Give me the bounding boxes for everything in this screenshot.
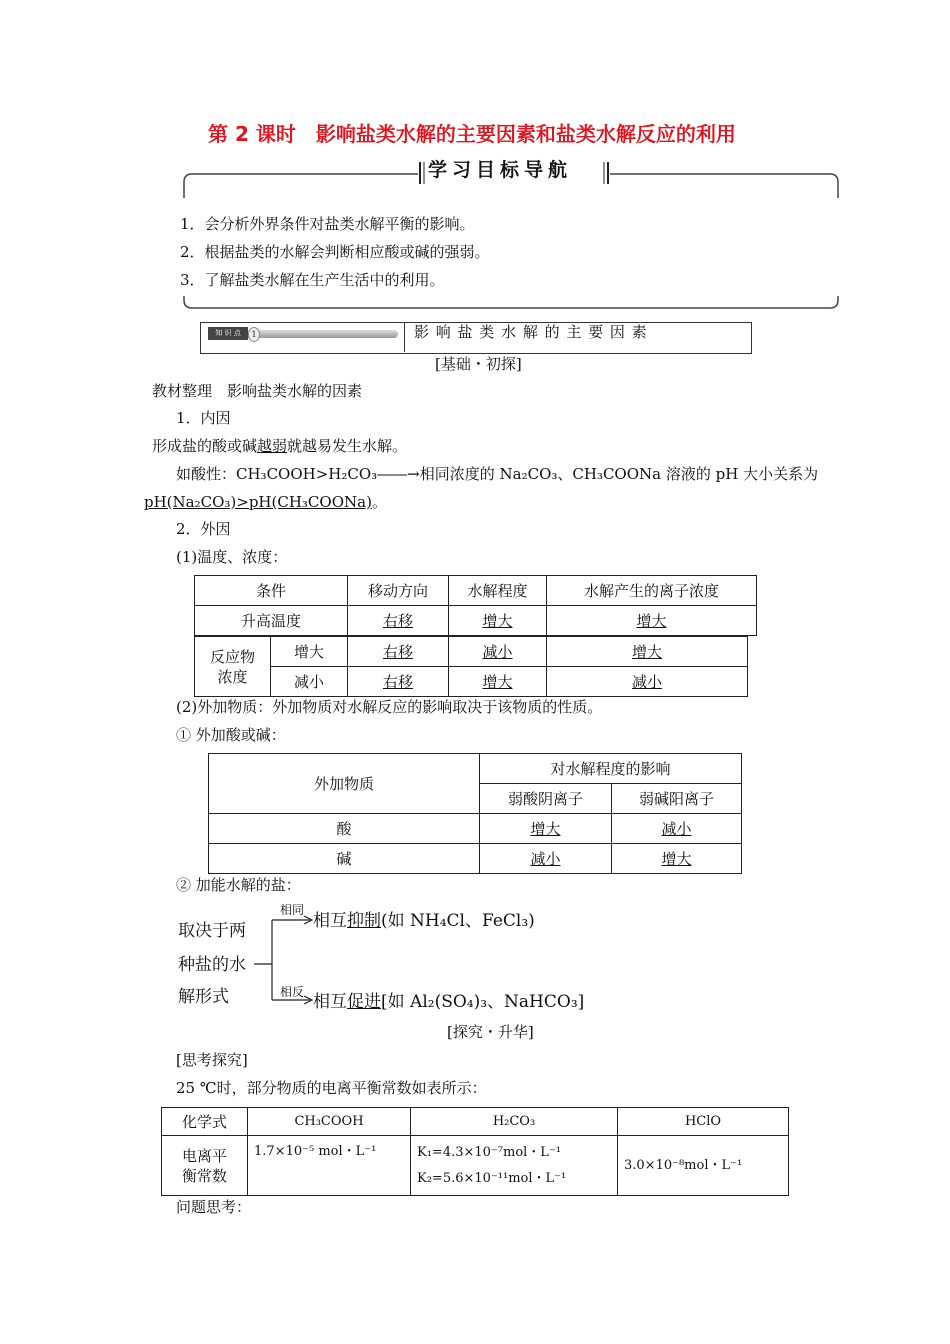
page-title: 第 2 课时 影响盐类水解的主要因素和盐类水解反应的利用 — [208, 122, 736, 146]
external-heading: 2．外因 — [176, 520, 231, 538]
th-degree: 水解程度 — [449, 576, 547, 606]
goal-3: 3．了解盐类水解在生产生活中的利用。 — [180, 271, 445, 289]
diagram-left-1: 取决于两 — [178, 921, 246, 941]
example-line: 如酸性：CH₃COOH>H₂CO₃――→相同浓度的 Na₂CO₃、CH₃COONa 溶液的 pH 大小关系为 — [176, 465, 819, 483]
internal-heading: 1．内因 — [176, 409, 231, 427]
row-temp-label: 升高温度 — [195, 606, 348, 636]
row-acid-anion: 增大 — [530, 819, 561, 838]
intro-text: 25 ℃时，部分物质的电离平衡常数如表所示： — [176, 1079, 487, 1097]
constant-table — [161, 1107, 789, 1196]
constant-label: 电离平 衡常数 — [162, 1136, 248, 1196]
knowledge-divider — [404, 322, 405, 352]
knowledge-heading: 影 响 盐 类 水 解 的 主 要 因 素 — [414, 323, 648, 341]
row-dec-degree: 增大 — [482, 672, 513, 691]
row-inc-conc: 增大 — [631, 642, 662, 661]
th-hclo: HClO — [618, 1108, 789, 1136]
internal-key: 越弱 — [257, 437, 288, 455]
th-weak-base-cation: 弱碱阳离子 — [612, 784, 742, 814]
example-answer-line: pH(Na₂CO₃)>pH(CH₃COONa)。 — [144, 493, 387, 511]
h2co3-k2: K₂=5.6×10⁻¹¹mol・L⁻¹ — [417, 1170, 567, 1186]
goal-2: 2．根据盐类的水解会判断相应酸或碱的强弱。 — [180, 243, 490, 261]
knowledge-badge: 知 识 点 — [208, 327, 248, 340]
goal-1: 1．会分析外界条件对盐类水解平衡的影响。 — [180, 215, 475, 233]
internal-text: 形成盐的酸或碱越弱就越易发生水解。 — [152, 437, 408, 455]
th-ion-conc: 水解产生的离子浓度 — [547, 576, 757, 606]
row-dec-label: 减小 — [271, 667, 348, 697]
think-heading: [思考探究] — [176, 1051, 248, 1069]
th-direction: 移动方向 — [348, 576, 449, 606]
knowledge-tag: [基础・初探] — [435, 355, 522, 373]
row-dec-direction: 右移 — [382, 672, 413, 691]
th-weak-acid-anion: 弱酸阴离子 — [480, 784, 612, 814]
promote-key: 促进 — [347, 992, 381, 1012]
row-inc-degree: 减小 — [482, 642, 513, 661]
diagram-inhibit: 相互抑制(如 NH₄Cl、FeCl₃) — [313, 911, 535, 931]
h2co3-values — [411, 1136, 618, 1196]
row-temp-direction: 右移 — [382, 611, 413, 630]
knowledge-number: 1 — [248, 327, 260, 342]
row-base-label: 碱 — [209, 844, 480, 874]
row-inc-direction: 右移 — [382, 642, 413, 661]
diagram-left-3: 解形式 — [178, 987, 229, 1007]
conc-label: 反应物 浓度 — [195, 637, 271, 697]
hclo-value: 3.0×10⁻⁸mol・L⁻¹ — [618, 1136, 789, 1196]
explore-tag: [探究・升华] — [447, 1023, 534, 1041]
organize-heading: 教材整理 影响盐类水解的因素 — [152, 382, 363, 400]
th-h2co3: H₂CO₃ — [411, 1108, 618, 1136]
concentration-table — [194, 636, 748, 697]
temp-heading: (1)温度、浓度： — [176, 548, 288, 566]
row-acid-cation: 减小 — [661, 819, 692, 838]
nav-banner: 学习目标导航 — [428, 159, 573, 181]
diagram-left-2: 种盐的水 — [178, 955, 246, 975]
salt-heading: ② 加能水解的盐： — [176, 876, 301, 894]
condition-table — [194, 575, 757, 636]
ch3cooh-value: 1.7×10⁻⁵ mol・L⁻¹ — [248, 1136, 411, 1196]
example-answer: pH(Na₂CO₃)>pH(CH₃COONa) — [144, 493, 372, 511]
additive-table — [208, 753, 742, 874]
th-additive: 外加物质 — [209, 754, 480, 814]
row-dec-conc: 减小 — [631, 672, 662, 691]
row-base-anion: 减小 — [530, 849, 561, 868]
row-base-cation: 增大 — [661, 849, 692, 868]
h2co3-k1: K₁=4.3×10⁻⁷mol・L⁻¹ — [417, 1144, 562, 1160]
row-acid-label: 酸 — [209, 814, 480, 844]
inhibit-key: 抑制 — [347, 911, 381, 931]
th-condition: 条件 — [195, 576, 348, 606]
additives-heading: (2)外加物质：外加物质对水解反应的影响取决于该物质的性质。 — [176, 698, 603, 716]
th-ch3cooh: CH₃COOH — [248, 1108, 411, 1136]
diagram-same: 相同 — [280, 903, 305, 917]
row-inc-label: 增大 — [271, 637, 348, 667]
row-temp-degree: 增大 — [482, 611, 513, 630]
diagram-opposite: 相反 — [280, 985, 305, 999]
th-formula: 化学式 — [162, 1108, 248, 1136]
question-heading: 问题思考： — [176, 1198, 252, 1216]
acid-base-heading: ① 外加酸或碱： — [176, 726, 286, 744]
row-temp-conc: 增大 — [636, 611, 667, 630]
diagram-promote: 相互促进[如 Al₂(SO₄)₃、NaHCO₃] — [313, 992, 585, 1012]
th-effect: 对水解程度的影响 — [480, 754, 742, 784]
